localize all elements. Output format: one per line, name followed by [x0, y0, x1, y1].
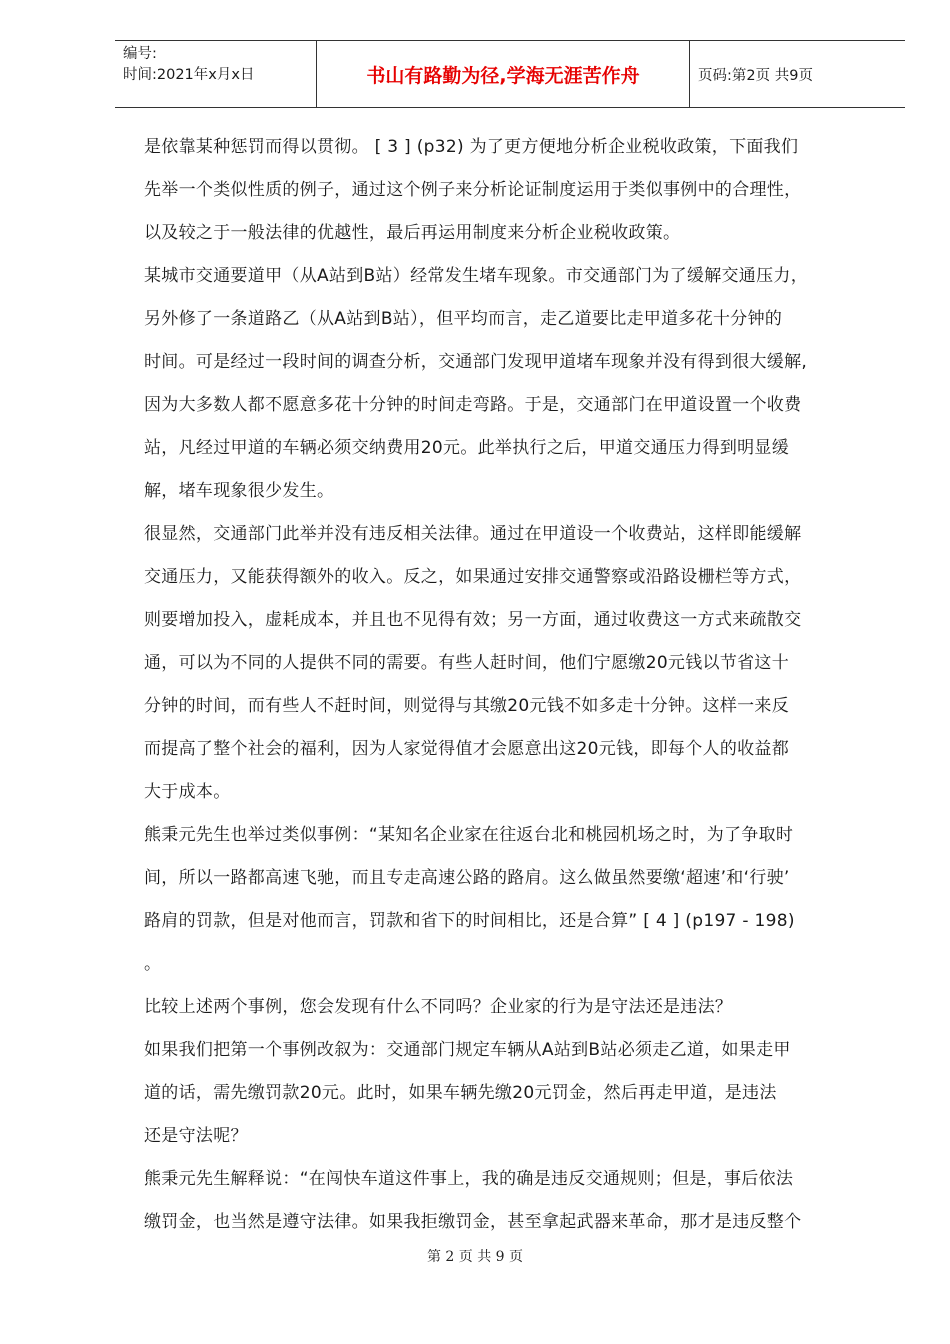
- body-line: 缴罚金，也当然是遵守法律。如果我拒缴罚金，甚至拿起武器来革命，那才是违反整个: [144, 1212, 802, 1232]
- slogan-text: 书山有路勤为径,学海无涯苦作舟: [366, 64, 640, 87]
- body-line: 熊秉元先生也举过类似事例：“某知名企业家在往返台北和桃园机场之时，为了争取时: [144, 825, 794, 845]
- number-label: 编号:: [123, 46, 157, 62]
- body-line: 分钟的时间，而有些人不赶时间，则觉得与其缴20元钱不如多走十分钟。这样一来反: [144, 696, 790, 716]
- time-label: 时间:2021年x月x日: [123, 67, 255, 83]
- body-line: 因为大多数人都不愿意多花十分钟的时间走弯路。于是，交通部门在甲道设置一个收费: [144, 395, 802, 415]
- body-line: 则要增加投入，虚耗成本，并且也不见得有效；另一方面，通过收费这一方式来疏散交: [144, 610, 802, 630]
- body-line: 时间。可是经过一段时间的调查分析，交通部门发现甲道堵车现象并没有得到很大缓解,: [144, 352, 808, 372]
- header-meta-cell: [115, 41, 317, 107]
- body-line: 。: [144, 954, 162, 974]
- body-line: 如果我们把第一个事例改叙为：交通部门规定车辆从A站到B站必须走乙道，如果走甲: [144, 1040, 791, 1060]
- page-footer: 第 2 页 共 9 页: [426, 1249, 524, 1265]
- body-line: 某城市交通要道甲（从A站到B站）经常发生堵车现象。市交通部门为了缓解交通压力，: [144, 266, 808, 286]
- body-line: 道的话，需先缴罚款20元。此时，如果车辆先缴20元罚金，然后再走甲道，是违法: [144, 1083, 777, 1103]
- body-line: 解，堵车现象很少发生。: [144, 481, 335, 501]
- body-line: 先举一个类似性质的例子，通过这个例子来分析论证制度运用于类似事例中的合理性，: [144, 180, 802, 200]
- body-line: 路肩的罚款，但是对他而言，罚款和省下的时间相比，还是合算” [ 4 ] (p197 - 198): [144, 911, 795, 931]
- body-line: 是依靠某种惩罚而得以贯彻。 [ 3 ] (p32) 为了更方便地分析企业税收政策，下面我们: [144, 137, 799, 157]
- page-label: 页码:第2页 共9页: [698, 67, 813, 84]
- header-page-cell: [690, 41, 905, 107]
- body-line: 交通压力，又能获得额外的收入。反之，如果通过安排交通警察或沿路设栅栏等方式，: [144, 567, 802, 587]
- body-line: 大于成本。: [144, 782, 231, 802]
- body-line: 站，凡经过甲道的车辆必须交纳费用20元。此举执行之后，甲道交通压力得到明显缓: [144, 438, 790, 458]
- body-line: 很显然，交通部门此举并没有违反相关法律。通过在甲道设一个收费站，这样即能缓解: [144, 524, 802, 544]
- body-line: 比较上述两个事例，您会发现有什么不同吗？企业家的行为是守法还是违法？: [144, 997, 733, 1017]
- body-line: 而提高了整个社会的福利，因为人家觉得值才会愿意出这20元钱，即每个人的收益都: [144, 739, 790, 759]
- document-body: [144, 126, 894, 1244]
- body-line: 熊秉元先生解释说：“在闯快车道这件事上，我的确是违反交通规则；但是，事后依法: [144, 1169, 794, 1189]
- body-line: 以及较之于一般法律的优越性，最后再运用制度来分析企业税收政策。: [144, 223, 681, 243]
- header-slogan-cell: [317, 41, 690, 107]
- body-line: 另外修了一条道路乙（从A站到B站），但平均而言，走乙道要比走甲道多花十分钟的: [144, 309, 783, 329]
- body-line: 通，可以为不同的人提供不同的需要。有些人赶时间，他们宁愿缴20元钱以节省这十: [144, 653, 790, 673]
- body-line: 间，所以一路都高速飞驰，而且专走高速公路的路肩。这么做虽然要缴‘超速’和‘行驶’: [144, 868, 790, 888]
- body-line: 还是守法呢？: [144, 1126, 248, 1146]
- document-header: [115, 40, 905, 108]
